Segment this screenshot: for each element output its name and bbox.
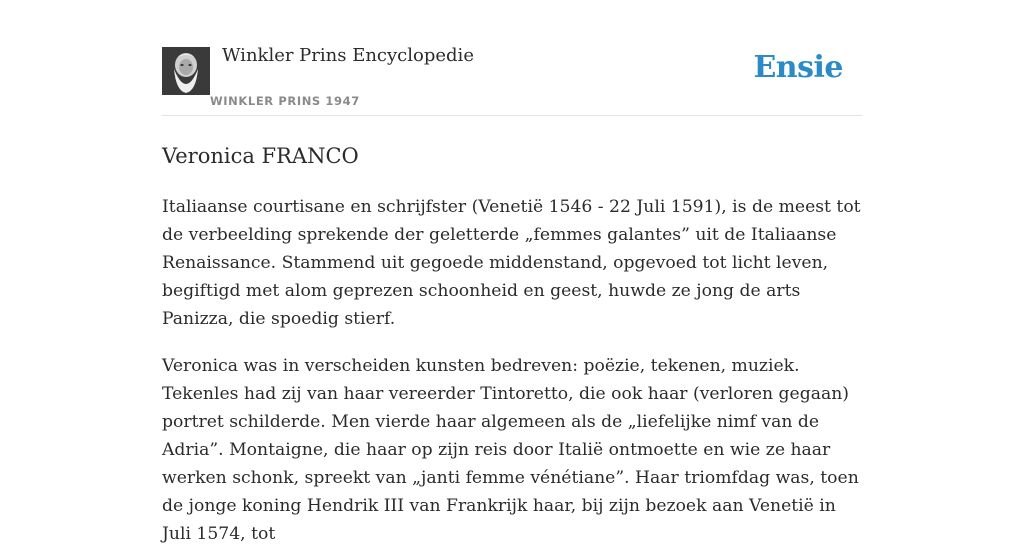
avatar[interactable]	[162, 47, 210, 95]
site-title[interactable]: Winkler Prins Encyclopedie	[222, 45, 474, 66]
article-body	[162, 193, 862, 548]
article-paragraph: Veronica was in verscheiden kunsten bedreven: poëzie, tekenen, muziek. Tekenles had zij van haar vereerder Tintoretto, die ook haar (verloren gegaan) portret schilderde. Men vierde haar algemeen als de „liefelijke nimf van de Adria”. Montaigne, die haar op zijn reis door Italië ontmoette en wie ze haar werken schonk, spreekt van „janti femme vénétiane”. Haar triomfdag was, toen de jonge koning Hendrik III van Frankrijk haar, bij zijn bezoek aan Venetië in Juli 1574, tot	[162, 356, 859, 544]
article-title: Veronica FRANCO	[162, 144, 359, 168]
page	[162, 0, 862, 548]
article-paragraph: Italiaanse courtisane en schrijfster (Venetië 1546 - 22 Juli 1591), is de meest tot de verbeelding sprekende der geletterde „femmes galantes” uit de Italiaanse Renaissance. Stammend uit gegoede middenstand, opgevoed tot licht leven, begiftigd met alom geprezen schoonheid en geest, huwde ze jong de arts Panizza, die spoedig stierf.	[162, 197, 861, 329]
edition-label[interactable]: WINKLER PRINS 1947	[210, 94, 360, 108]
brand-logo[interactable]: Ensie	[753, 50, 843, 85]
bearded-man-portrait-icon	[162, 47, 210, 95]
site-header	[162, 0, 862, 116]
